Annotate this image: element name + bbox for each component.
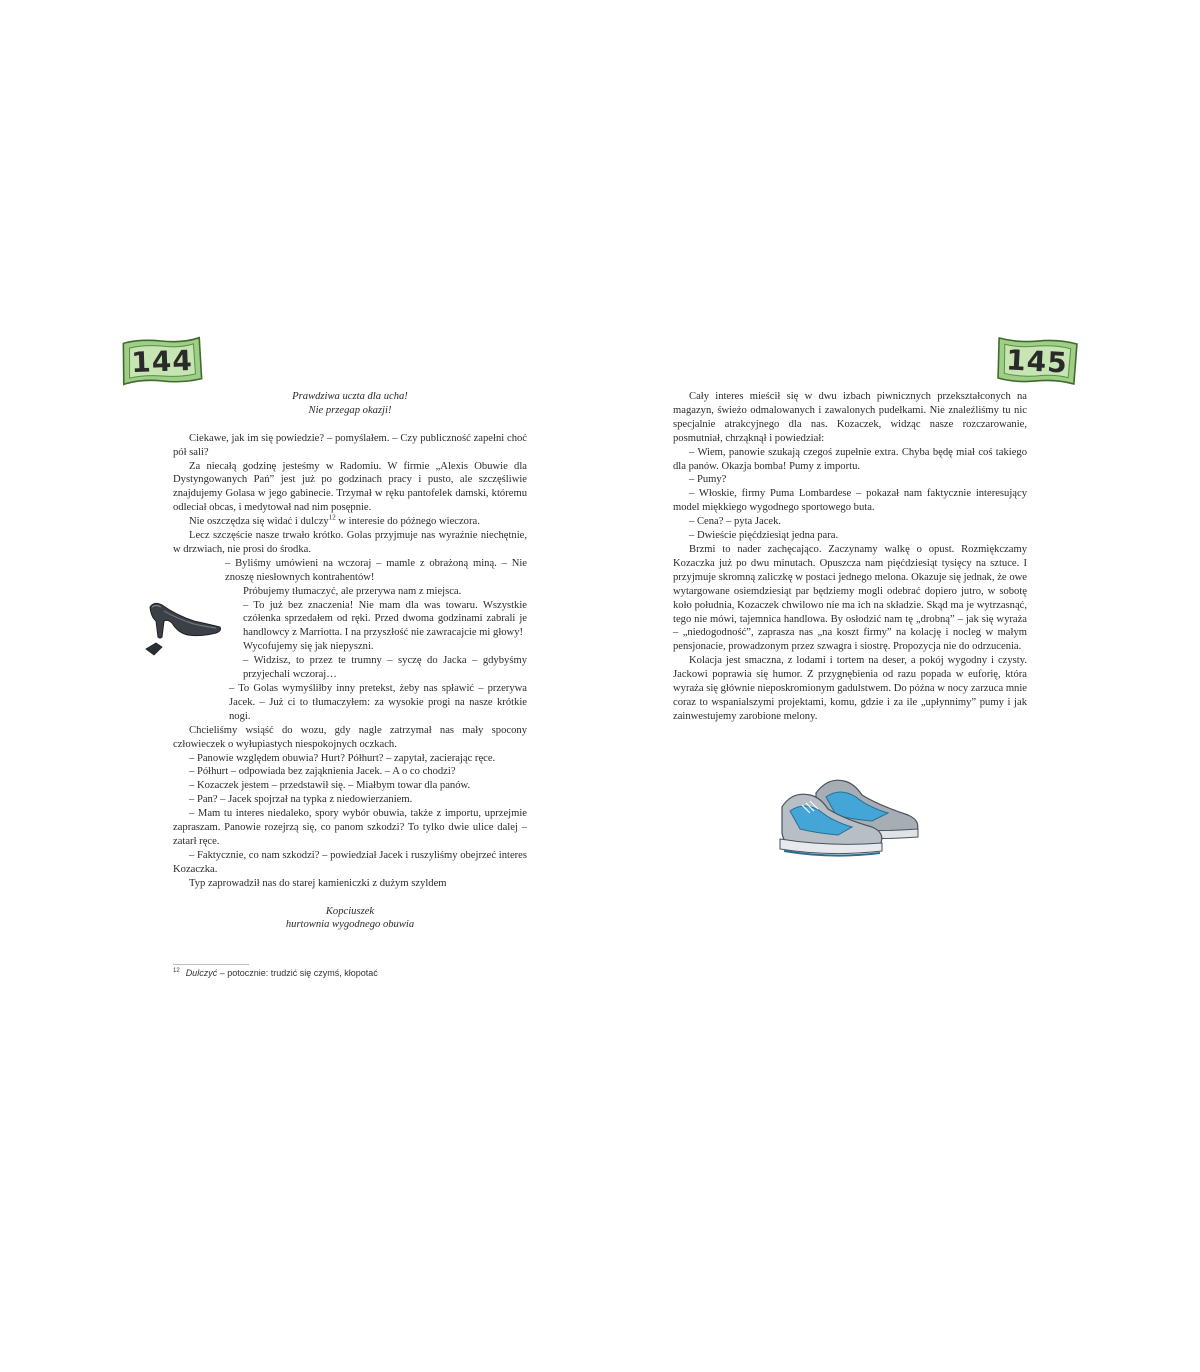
page-number: 144 (130, 343, 194, 379)
paragraph: – Dwieście pięćdziesiąt jedna para. (689, 530, 839, 542)
poster-heading-line-2: Nie przegap okazji! (308, 404, 392, 416)
paragraph: Próbujemy tłumaczyć, ale przerywa nam z miejsca. (243, 585, 462, 597)
paragraph: Kolacja jest smaczna, z lodami i tortem na deser, a pokój wygodny i czysty. Jackowi poprawia się humor. Z przygnębienia od razu popada w euforię, która wyraża się głównie nieposkromionym gadulstwem. Do późna w nocy zarzuca mnie coraz to wspanialszymi projektami, komu, gdzie i za ile „upłynnimy” pumy i jak zainwestujemy zarobione melony. (673, 655, 1027, 722)
paragraph: – Włoskie, firmy Puma Lombardese – pokazał nam faktycznie interesujący model miękkiego wygodnego sportowego buta. (673, 488, 1027, 514)
paragraph: Typ zaprowadził nas do starej kamieniczki z dużym szyldem (189, 877, 447, 889)
paragraph: – Pumy? (689, 474, 727, 486)
paragraph-text: w interesie do późnego wieczora. (335, 516, 480, 528)
paragraph: – Cena? – pyta Jacek. (689, 516, 782, 528)
footnote-reference: 12 (328, 513, 336, 522)
paragraph: – Byliśmy umówieni na wczoraj – mamle z obrażoną miną. – Nie znoszę niesłownych kontrahentów! (225, 557, 527, 583)
footnote-text: – potocznie: trudzić się czymś, kłopotać (217, 968, 378, 978)
paragraph: – Faktycznie, co nam szkodzi? – powiedział Jacek i ruszyliśmy obejrzeć interes Kozaczka. (173, 849, 527, 875)
paragraph: Chcieliśmy wsiąść do wozu, gdy nagle zatrzymał nas mały spocony człowieczek o wyłupiastych niespokojnych oczkach. (173, 724, 527, 750)
left-page-text (173, 390, 527, 932)
paragraph: – Pan? – Jacek spojrzał na typka z niedowierzaniem. (189, 794, 413, 806)
footnote-mark: 12 (173, 968, 180, 974)
paragraph: – Kozaczek jestem – przedstawił się. – Miałbym towar dla panów. (189, 780, 471, 792)
footnote-term: Dulczyć (185, 968, 218, 978)
paragraph: – Wiem, panowie szukają czegoś zupełnie extra. Chyba będę miał coś takiego dla panów. Okazja bomba! Pumy z importu. (673, 446, 1027, 472)
paragraph: – To już bez znaczenia! Nie mam dla was towaru. Wszystkie czółenka sprzedałem od ręki. Przed dwoma godzinami zabrali je handlowcy z Marriotta. I na przyszłość nie zawracajcie mi głowy! (243, 599, 527, 639)
paragraph: Za niecałą godzinę jesteśmy w Radomiu. W firmie „Alexis Obuwie dla Dystyngowanych Pań” jest już po godzinach pracy i pusto, ale szczęśliwie znajdujemy Golasa w jego gabinecie. Trzymał w ręku pantofelek damski, któremu odleciał obcas, i medytował nad nim posępnie. (173, 460, 527, 514)
shop-sign-line-2: hurtownia wygodnego obuwia (285, 919, 415, 931)
paragraph: Cały interes mieścił się w dwu izbach piwnicznych przekształconych na magazyn, świeżo odmalowanych i zawalonych pudełkami. Nie znaleźliśmy tu nic specjalnie atrakcyjnego dla nas. Kozaczek, widząc nasze rozczarowanie, posmutniał, chrząknął i powiedział: (673, 391, 1027, 444)
right-page-text (673, 390, 1027, 724)
broken-heel-icon (146, 643, 162, 655)
right-page (600, 0, 1200, 1372)
page-number: 145 (1005, 342, 1069, 380)
shop-sign-line-1: Kopciuszek (325, 905, 375, 917)
paragraph: – Mam tu interes niedaleko, spory wybór obuwia, także z importu, uprzejmie zapraszam. Panowie rozejrzą się, co panom szkodzi? To tylko dwie ulice dalej – zatarł ręce. (173, 808, 527, 847)
paragraph (173, 515, 527, 529)
paragraph: – Półhurt – odpowiada bez zająknienia Jacek. – A o co chodzi? (189, 766, 456, 778)
sneakers-icon (776, 771, 926, 859)
page-number-tag-right (994, 334, 1081, 388)
page-number-tag-left (119, 335, 205, 388)
high-heel-shoe-icon (142, 597, 224, 659)
paragraph: – Panowie względem obuwia? Hurt? Półhurt? – zapytał, zacierając ręce. (189, 752, 496, 764)
paragraph-text: Nie oszczędza się widać i dulczy (189, 516, 329, 528)
paragraph: Brzmi to nader zachęcająco. Zaczynamy walkę o opust. Rozmiękczamy Kozaczka już po dwu minutach. Opuszcza nam pięćdziesiąt tysięcy na sztuce. I przyjmuje skromną zaliczkę w postaci jednego melona. Okazuje się jednak, że owe wytargowane osiemdziesiąt par będziemy mogli odebrać dopiero jutro, w sobotę koło południa, Kozaczek chwilowo nie ma ich na składzie. Skąd ma je wytrzasnąć, tego nie mówi, tajemnica handlowa. By osłodzić nam tę „drobną” – jak się wyraża – „niedogodność”, zaprasza nas „na koszt firmy” na kolację i nocleg w małym pensjonacie, prowadzonym przez szwagra i siostrę. Propozycja nie do odrzucenia. (673, 543, 1027, 653)
footnote (173, 968, 378, 978)
footnote-rule (173, 964, 249, 965)
paragraph: Ciekawe, jak im się powiedzie? – pomyślałem. – Czy publiczność zapełni choć pół sali? (173, 432, 527, 458)
paragraph: Lecz szczęście nasze trwało krótko. Golas przyjmuje nas wyraźnie niechętnie, w drzwiach, nie prosi do środka. (173, 530, 527, 555)
paragraph: – Widzisz, to przez te trumny – syczę do Jacka – gdybyśmy przyjechali wczoraj… (243, 655, 527, 681)
paragraph: – To Golas wymyśliłby inny pretekst, żeby nas spławić – przerywa Jacek. – Już ci to tłumaczyłem: za wysokie progi na nasze krótkie nogi. (229, 683, 527, 722)
poster-heading-line-1: Prawdziwa uczta dla ucha! (292, 391, 408, 402)
paragraph: Wycofujemy się jak niepyszni. (243, 641, 374, 653)
